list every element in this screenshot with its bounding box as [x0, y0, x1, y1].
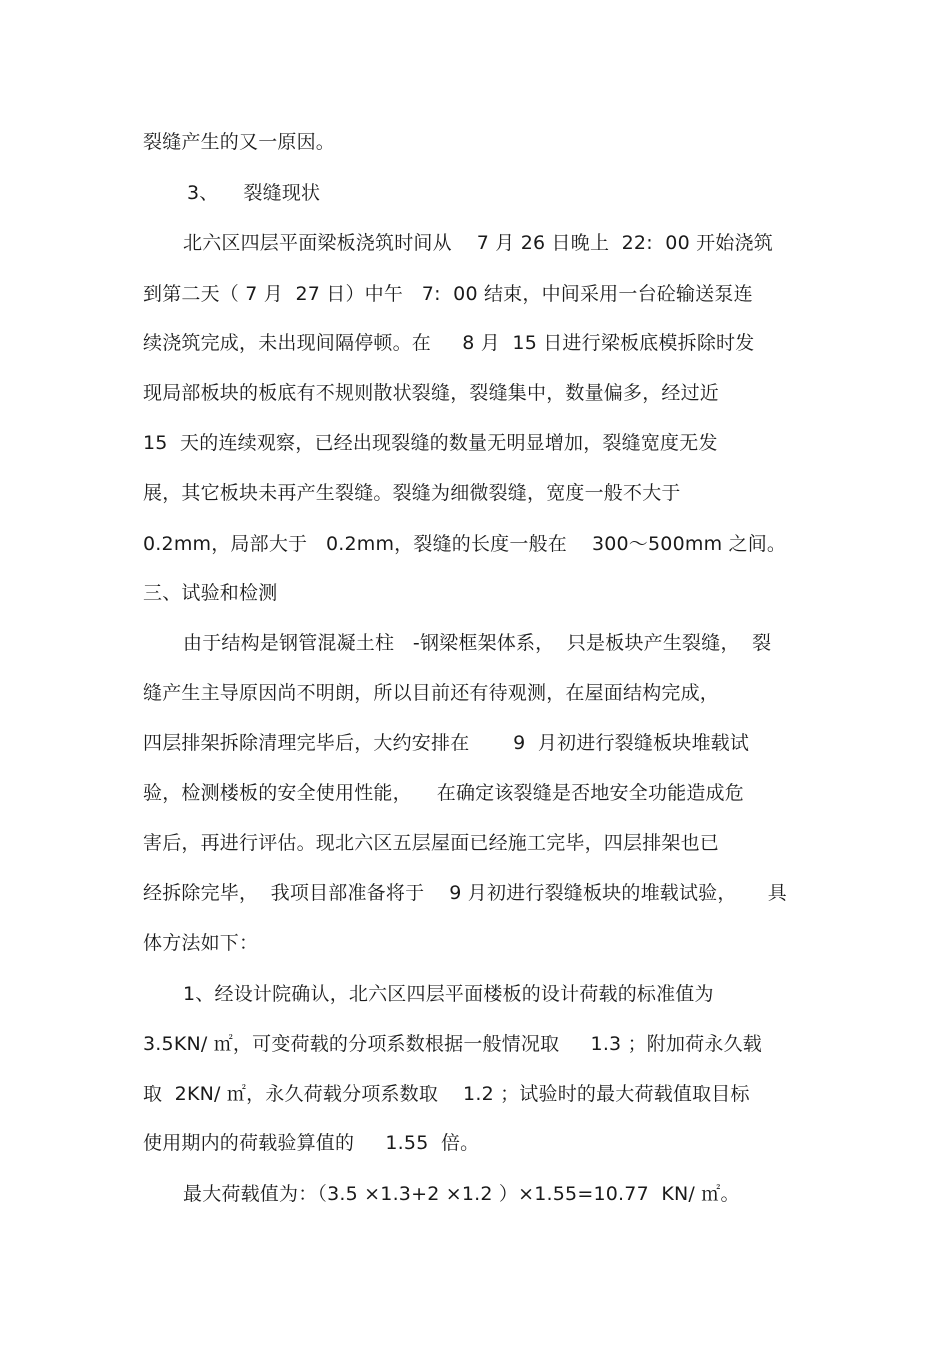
- paragraph-line: 1、经设计院确认，北六区四层平面楼板的设计荷载的标准值为: [183, 983, 714, 1005]
- paragraph-line: 由于结构是钢管混凝土柱 -钢梁框架体系， 只是板块产生裂缝， 裂: [183, 632, 772, 654]
- paragraph-line: 15 天的连续观察，已经出现裂缝的数量无明显增加，裂缝宽度无发: [143, 432, 718, 454]
- formula-line: 最大荷载值为：（3.5 ×1.3+2 ×1.2 ）×1.55=10.77 KN/ ㎡。: [183, 1183, 740, 1205]
- paragraph-line: 害后，再进行评估。现北六区五层屋面已经施工完毕，四层排架也已: [143, 832, 720, 854]
- paragraph-line: 展，其它板块未再产生裂缝。裂缝为细微裂缝，宽度一般不大于: [143, 482, 681, 504]
- paragraph-line: 体方法如下：: [143, 932, 259, 954]
- section-heading: 三、试验和检测: [143, 582, 278, 604]
- paragraph-line: 四层排架拆除清理完毕后，大约安排在 9 月初进行裂缝板块堆载试: [143, 732, 750, 754]
- paragraph-line: 缝产生主导原因尚不明朗，所以目前还有待观测，在屋面结构完成，: [143, 682, 720, 704]
- paragraph-line: 到第二天（ 7 月 27 日）中午 7: 00 结束，中间采用一台砼输送泵连: [143, 283, 753, 305]
- paragraph-line: 经拆除完毕， 我项目部准备将于 9 月初进行裂缝板块的堆载试验， 具: [143, 882, 787, 904]
- paragraph-line: 裂缝产生的又一原因。: [143, 131, 336, 153]
- paragraph-line: 续浇筑完成，未出现间隔停顿。在 8 月 15 日进行梁板底模拆除时发: [143, 332, 755, 354]
- paragraph-line: 验，检测楼板的安全使用性能， 在确定该裂缝是否地安全功能造成危: [143, 782, 744, 804]
- paragraph-line: 取 2KN/ ㎡，永久荷载分项系数取 1.2 ；试验时的最大荷载值取目标: [143, 1083, 750, 1105]
- paragraph-line: 现局部板块的板底有不规则散状裂缝，裂缝集中，数量偏多，经过近: [143, 382, 720, 404]
- paragraph-line: 0.2mm，局部大于 0.2mm，裂缝的长度一般在 300～500mm 之间。: [143, 533, 787, 555]
- paragraph-line: 使用期内的荷载验算值的 1.55 倍。: [143, 1132, 480, 1154]
- section-heading: 3、 裂缝现状: [187, 182, 321, 204]
- paragraph-line: 3.5KN/ ㎡，可变荷载的分项系数根据一般情况取 1.3 ；附加荷永久载: [143, 1033, 762, 1055]
- paragraph-line: 北六区四层平面梁板浇筑时间从 7 月 26 日晚上 22: 00 开始浇筑: [183, 232, 773, 254]
